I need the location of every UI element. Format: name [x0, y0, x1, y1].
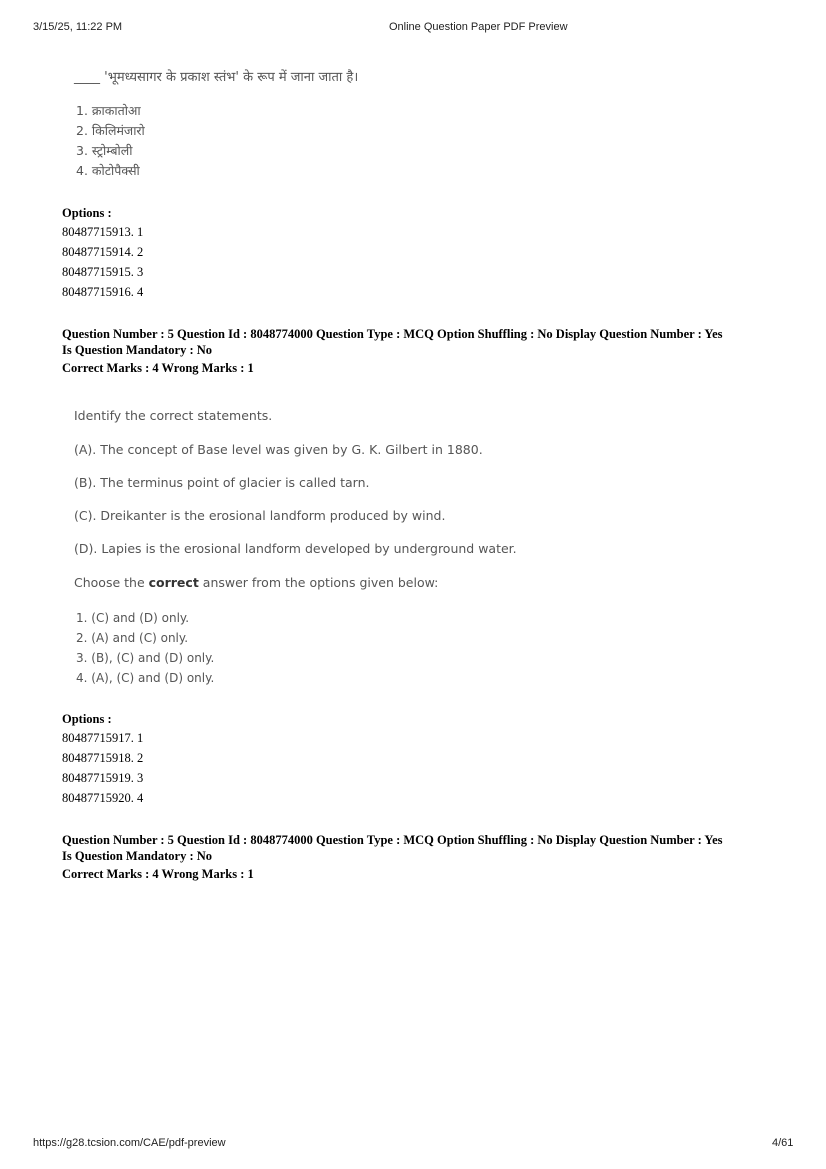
- print-datetime: 3/15/25, 11:22 PM: [33, 21, 123, 33]
- option-item: 80487715914. 2: [62, 245, 144, 259]
- choice-4: 4. कोटोपैक्सी: [76, 163, 140, 178]
- statement-c: (C). Dreikanter is the erosional landform produced by wind.: [74, 508, 446, 523]
- choice-1: 1. क्राकातोआ: [76, 103, 141, 118]
- option-item: 80487715918. 2: [62, 751, 144, 765]
- question-stem: 'भूमध्यसागर के प्रकाश स्तंभ' के रूप में जाना जाता है।: [104, 70, 359, 85]
- option-item: 80487715916. 4: [62, 285, 144, 299]
- choice-2: 2. किलिमंजारो: [76, 123, 145, 138]
- option-item: 80487715917. 1: [62, 731, 144, 745]
- option-item: 80487715915. 3: [62, 265, 144, 279]
- options-label: Options :: [62, 206, 112, 220]
- question-marks: Correct Marks : 4 Wrong Marks : 1: [62, 361, 254, 375]
- question-meta-line: Question Number : 5 Question Id : 8048774000 Question Type : MCQ Option Shuffling : No Display Question Number : Yes: [62, 327, 723, 341]
- choice-4: 4. (A), (C) and (D) only.: [76, 671, 215, 685]
- choice-3: 3. स्ट्रोम्बोली: [76, 143, 133, 158]
- question-mandatory: Is Question Mandatory : No: [62, 849, 213, 863]
- question-marks: Correct Marks : 4 Wrong Marks : 1: [62, 867, 254, 881]
- choice-2: 2. (A) and (C) only.: [76, 631, 189, 645]
- statement-a: (A). The concept of Base level was given by G. K. Gilbert in 1880.: [74, 442, 483, 457]
- blank: ____: [74, 70, 100, 85]
- question-prompt: Identify the correct statements.: [74, 408, 273, 423]
- page-title: Online Question Paper PDF Preview: [389, 21, 568, 33]
- choice-1: 1. (C) and (D) only.: [76, 611, 190, 625]
- option-item: 80487715913. 1: [62, 225, 144, 239]
- statement-d: (D). Lapies is the erosional landform developed by underground water.: [74, 541, 517, 556]
- choice-3: 3. (B), (C) and (D) only.: [76, 651, 215, 665]
- option-item: 80487715920. 4: [62, 791, 144, 805]
- option-item: 80487715919. 3: [62, 771, 144, 785]
- footer-url: https://g28.tcsion.com/CAE/pdf-preview: [33, 1137, 226, 1149]
- instruction: Choose the correct answer from the options given below:: [74, 575, 439, 590]
- page-number: 4/61: [772, 1137, 794, 1149]
- question-meta-line: Question Number : 5 Question Id : 8048774000 Question Type : MCQ Option Shuffling : No Display Question Number : Yes: [62, 833, 723, 847]
- statement-b: (B). The terminus point of glacier is called tarn.: [74, 475, 370, 490]
- question-mandatory: Is Question Mandatory : No: [62, 343, 213, 357]
- options-label: Options :: [62, 712, 112, 726]
